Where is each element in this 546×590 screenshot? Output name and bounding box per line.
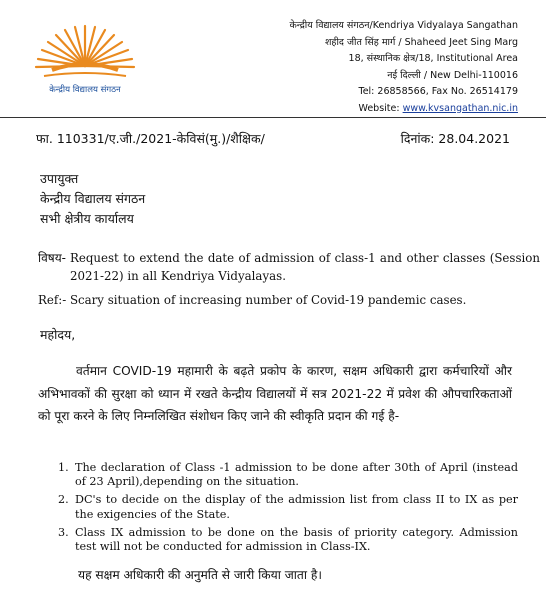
- phone-fax: Tel: 26858566, Fax No. 26514179: [358, 86, 518, 97]
- closing-line: यह सक्षम अधिकारी की अनुमति से जारी किया जाता है।: [78, 568, 322, 582]
- subject-label: विषय-: [38, 251, 67, 265]
- letterhead-address: [290, 18, 519, 117]
- file-reference-number: फा. 110331/ए.जी./2021-केविसं(मु.)/शैक्षिक/: [36, 131, 265, 146]
- kvs-logo: [30, 22, 140, 100]
- logo-caption: केन्द्रीय विद्यालय संगठन: [49, 85, 121, 95]
- website-line: [290, 101, 519, 118]
- area-address: 18, संस्थानिक क्षेत्र/18, Institutional Area: [348, 53, 518, 64]
- recipient-line-3: सभी क्षेत्रीय कार्यालय: [40, 211, 134, 226]
- website-link[interactable]: www.kvsangathan.nic.in: [402, 102, 518, 114]
- body-paragraph: [38, 360, 512, 428]
- recipient-line-1: उपायुक्त: [40, 171, 79, 186]
- numbered-points: [58, 461, 518, 558]
- recipient-line-2: केन्द्रीय विद्यालय संगठन: [40, 191, 146, 206]
- list-item: 3. Class IX admission to be done on the basis of priority category. Admission test will not be conducted for admission in Class-IX.: [58, 525, 518, 554]
- body-paragraph-text: वर्तमान COVID-19 महामारी के बढ़ते प्रकोप के कारण, सक्षम अधिकारी द्वारा कर्मचारियों और अभिभावकों की सुरक्षा को ध्यान में रखते केन्द्रीय विद्यालयों में सत्र 2021-22 में प्रवेश की औपचारिकताओं को पूरा करने के लिए निम्नलिखित संशोधन किए जाने की स्वीकृति प्रदान की गई है-: [38, 364, 512, 423]
- list-item: 1. The declaration of Class -1 admission to be done after 30th of April (instead of 23 April),depending on the situation.: [58, 461, 518, 489]
- header-divider: [0, 117, 546, 118]
- org-name: केन्द्रीय विद्यालय संगठन/Kendriya Vidyalaya Sangathan: [289, 20, 518, 31]
- city-address: नई दिल्ली / New Delhi-110016: [387, 69, 518, 81]
- salutation: महोदय,: [40, 327, 76, 342]
- website-label: Website:: [358, 102, 403, 114]
- letter-date: दिनांक: 28.04.2021: [400, 131, 510, 146]
- ref-line: Ref:- Scary situation of increasing number of Covid-19 pandemic cases.: [38, 293, 467, 307]
- street-address: शहीद जीत सिंह मार्ग / Shaheed Jeet Sing Marg: [324, 36, 518, 48]
- subject-text: Request to extend the date of admission of class-1 and other classes (Session 2021-22) in all Kendriya Vidyalayas.: [70, 251, 540, 283]
- list-item: 2. DC's to decide on the display of the admission list from class II to IX as per the exigencies of the State.: [58, 493, 518, 521]
- sun-emblem-icon: [30, 22, 140, 100]
